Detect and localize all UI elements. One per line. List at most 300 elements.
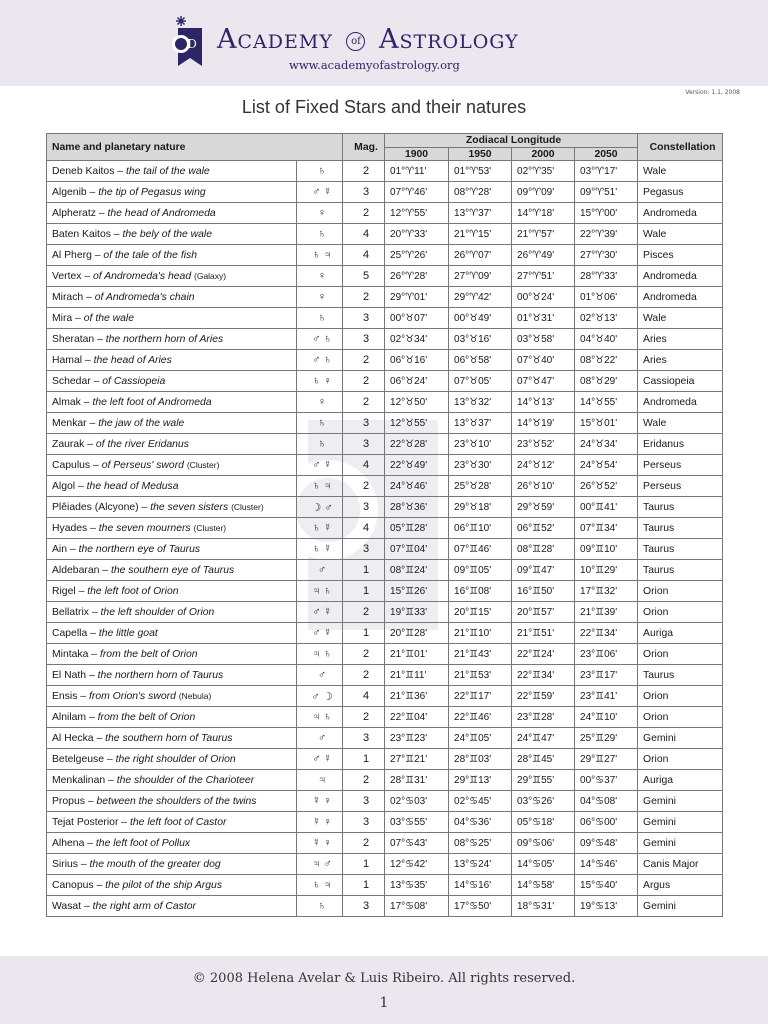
table-row [47,707,723,728]
constellation-value: Andromeda [638,287,723,308]
longitude-1950: 06°♉58' [449,350,512,371]
longitude-1900: 00°♉07' [385,308,449,329]
header-year-2050: 2050 [575,148,638,161]
magnitude-value: 4 [343,224,385,245]
star-name: Al Hecka [52,732,94,744]
star-description: from the belt of Orion [97,711,196,723]
constellation-value: Andromeda [638,392,723,413]
longitude-2000: 08°♊28' [512,539,575,560]
star-description: of Andromeda's chain [94,291,195,303]
longitude-2000: 03°♉58' [512,329,575,350]
star-name-cell: Canopus – the pilot of the ship Argus [47,875,297,896]
longitude-1900: 22°♉28' [385,434,449,455]
star-description: the left foot of Orion [87,585,179,597]
planetary-nature-symbols: ♄ [297,308,343,329]
star-name-cell: Ensis – from Orion's sword (Nebula) [47,686,297,707]
longitude-2000: 23°♉52' [512,434,575,455]
magnitude-value: 5 [343,266,385,287]
star-name: Al Pherg [52,249,92,261]
table-row [47,392,723,413]
longitude-1900: 08°♊24' [385,560,449,581]
longitude-2000: 22°♊24' [512,644,575,665]
star-name-cell: Sirius – the mouth of the greater dog [47,854,297,875]
table-row [47,224,723,245]
star-name: Sirius [52,858,78,870]
magnitude-value: 1 [343,560,385,581]
table-row [47,434,723,455]
star-name: Vertex [52,270,82,282]
star-name: Propus [52,795,85,807]
longitude-1900: 20°♈33' [385,224,449,245]
longitude-2000: 29°♉59' [512,497,575,518]
longitude-1950: 16°♊08' [449,581,512,602]
star-name: Canopus [52,879,94,891]
star-name: Mintaka [52,648,89,660]
planetary-nature-symbols: ♄ [297,161,343,182]
table-row [47,497,723,518]
star-description: the southern horn of Taurus [105,732,233,744]
longitude-2050: 07°♊34' [575,518,638,539]
constellation-value: Auriga [638,623,723,644]
table-row [47,854,723,875]
star-name: Capulus [52,459,91,471]
table-row [47,518,723,539]
longitude-1950: 13°♉37' [449,413,512,434]
longitude-2050: 14°♉55' [575,392,638,413]
constellation-value: Orion [638,644,723,665]
star-note: (Cluster) [193,522,227,533]
longitude-1900: 25°♈26' [385,245,449,266]
star-description: the little goat [98,627,158,639]
planetary-nature-symbols: ♂ [297,665,343,686]
svg-text:D: D [187,37,197,51]
star-name: Bellatrix [52,606,89,618]
constellation-value: Taurus [638,539,723,560]
longitude-1900: 23°♊23' [385,728,449,749]
longitude-2000: 22°♊59' [512,686,575,707]
longitude-2050: 23°♊41' [575,686,638,707]
magnitude-value: 3 [343,329,385,350]
star-name-cell: Sheratan – the northern horn of Aries [47,329,297,350]
longitude-1950: 22°♊17' [449,686,512,707]
star-name: Deneb Kaitos [52,165,115,177]
table-row [47,455,723,476]
magnitude-value: 2 [343,203,385,224]
website-url[interactable]: www.academyofastrology.org [289,58,460,72]
table-row [47,770,723,791]
star-name: Menkalinan [52,774,106,786]
constellation-value: Taurus [638,497,723,518]
longitude-2050: 29°♊27' [575,749,638,770]
longitude-1950: 29°♊13' [449,770,512,791]
magnitude-value: 4 [343,518,385,539]
star-name: Capella [52,627,88,639]
planetary-nature-symbols: ☽ ♂ [297,497,343,518]
star-name-cell: Propus – between the shoulders of the twins [47,791,297,812]
longitude-1900: 21°♊01' [385,644,449,665]
planetary-nature-symbols: ♀ [297,287,343,308]
magnitude-value: 3 [343,791,385,812]
star-name-cell: Schedar – of Cassiopeia [47,371,297,392]
longitude-1950: 21°♊53' [449,665,512,686]
longitude-2050: 17°♊32' [575,581,638,602]
star-name: Mirach [52,291,84,303]
longitude-1950: 08°♋25' [449,833,512,854]
constellation-value: Eridanus [638,434,723,455]
constellation-value: Taurus [638,518,723,539]
star-name-cell: Tejat Posterior – the left foot of Castor [47,812,297,833]
longitude-2000: 07°♉47' [512,371,575,392]
magnitude-value: 1 [343,875,385,896]
star-description: of Andromeda's head [93,270,192,282]
star-name: Hyades [52,522,88,534]
longitude-1900: 29°♈01' [385,287,449,308]
constellation-value: Perseus [638,455,723,476]
longitude-2050: 09°♊10' [575,539,638,560]
longitude-2000: 01°♉31' [512,308,575,329]
longitude-2050: 08°♉22' [575,350,638,371]
star-name-cell: Rigel – the left foot of Orion [47,581,297,602]
magnitude-value: 2 [343,833,385,854]
magnitude-value: 2 [343,476,385,497]
star-description: the head of Aries [93,354,172,366]
planetary-nature-symbols: ♂ ☿ [297,455,343,476]
star-description: the right shoulder of Orion [115,753,236,765]
constellation-value: Wale [638,413,723,434]
star-description: the left foot of Andromeda [92,396,212,408]
longitude-2050: 23°♊06' [575,644,638,665]
star-description: of the tale of the fish [103,249,197,261]
longitude-1950: 01°♈53' [449,161,512,182]
star-name: Aldebaran [52,564,100,576]
header-magnitude: Mag. [343,134,385,161]
table-row [47,875,723,896]
magnitude-value: 1 [343,623,385,644]
star-description: the bely of the wale [122,228,213,240]
longitude-1900: 17°♋08' [385,896,449,917]
longitude-1950: 23°♉30' [449,455,512,476]
longitude-2050: 23°♊17' [575,665,638,686]
table-row [47,686,723,707]
star-description: the head of Medusa [86,480,179,492]
magnitude-value: 2 [343,350,385,371]
footer-band [0,956,768,1024]
star-name-cell: Deneb Kaitos – the tail of the wale [47,161,297,182]
constellation-value: Argus [638,875,723,896]
constellation-value: Orion [638,749,723,770]
star-description: the northern horn of Aries [105,333,224,345]
table-row [47,539,723,560]
longitude-2050: 24°♉54' [575,455,638,476]
longitude-1900: 22°♉49' [385,455,449,476]
star-name-cell: Al Pherg – of the tale of the fish [47,245,297,266]
table-row [47,371,723,392]
constellation-value: Canis Major [638,854,723,875]
longitude-2000: 05°♋18' [512,812,575,833]
longitude-1950: 29°♈42' [449,287,512,308]
longitude-1900: 28°♊31' [385,770,449,791]
star-name-cell: Alnilam – from the belt of Orion [47,707,297,728]
constellation-value: Taurus [638,560,723,581]
longitude-1900: 07°♋43' [385,833,449,854]
planetary-nature-symbols: ♃ ♄ [297,707,343,728]
star-name: Mira [52,312,73,324]
magnitude-value: 1 [343,581,385,602]
star-name-cell: Mintaka – from the belt of Orion [47,644,297,665]
planetary-nature-symbols: ♄ ☿ [297,518,343,539]
magnitude-value: 2 [343,371,385,392]
version-label: Version: 1.1, 2008 [685,89,740,96]
longitude-2000: 26°♈49' [512,245,575,266]
star-name: Plêiades (Alcyone) [52,501,139,513]
star-name-cell: Aldebaran – the southern eye of Taurus [47,560,297,581]
longitude-2050: 00°♊41' [575,497,638,518]
longitude-1900: 24°♉46' [385,476,449,497]
longitude-1900: 06°♉16' [385,350,449,371]
star-name: Rigel [52,585,76,597]
magnitude-value: 1 [343,854,385,875]
longitude-1950: 08°♈28' [449,182,512,203]
longitude-2000: 29°♊55' [512,770,575,791]
longitude-1950: 13°♋24' [449,854,512,875]
constellation-value: Wale [638,308,723,329]
longitude-1950: 09°♊05' [449,560,512,581]
longitude-1900: 12°♉50' [385,392,449,413]
star-description: the left foot of Castor [129,816,227,828]
star-name-cell: Ain – the northern eye of Taurus [47,539,297,560]
star-description: the mouth of the greater dog [89,858,221,870]
star-name: Wasat [52,900,82,912]
table-row [47,476,723,497]
star-name: Alpheratz [52,207,96,219]
planetary-nature-symbols: ♃ ♄ [297,644,343,665]
longitude-2000: 21°♈57' [512,224,575,245]
star-name-cell: Plêiades (Alcyone) – the seven sisters (Cluster) [47,497,297,518]
star-name-cell: Al Hecka – the southern horn of Taurus [47,728,297,749]
longitude-1950: 06°♊10' [449,518,512,539]
longitude-1950: 07°♉05' [449,371,512,392]
longitude-1950: 28°♊03' [449,749,512,770]
magnitude-value: 2 [343,644,385,665]
longitude-2050: 08°♉29' [575,371,638,392]
star-name: Alnilam [52,711,87,723]
longitude-2000: 14°♉13' [512,392,575,413]
planetary-nature-symbols: ♃ ♄ [297,581,343,602]
constellation-value: Gemini [638,896,723,917]
longitude-1950: 29°♉18' [449,497,512,518]
page-number: 1 [379,995,389,1011]
longitude-2000: 03°♋26' [512,791,575,812]
longitude-1900: 28°♉36' [385,497,449,518]
planetary-nature-symbols: ♂ ☿ [297,749,343,770]
header-year-1900: 1900 [385,148,449,161]
star-name: Zaurak [52,438,85,450]
star-name-cell: Hyades – the seven mourners (Cluster) [47,518,297,539]
star-name-cell: Vertex – of Andromeda's head (Galaxy) [47,266,297,287]
longitude-2050: 15°♋40' [575,875,638,896]
longitude-1900: 12°♋42' [385,854,449,875]
longitude-1950: 13°♉32' [449,392,512,413]
longitude-1950: 26°♈07' [449,245,512,266]
longitude-2000: 09°♈09' [512,182,575,203]
longitude-2050: 24°♉34' [575,434,638,455]
star-description: the right arm of Castor [92,900,196,912]
longitude-2000: 14°♈18' [512,203,575,224]
longitude-2000: 18°♋31' [512,896,575,917]
star-name-cell: Zaurak – of the river Eridanus [47,434,297,455]
longitude-1900: 06°♉24' [385,371,449,392]
magnitude-value: 3 [343,539,385,560]
longitude-1950: 17°♋50' [449,896,512,917]
star-name: Tejat Posterior [52,816,119,828]
longitude-2000: 21°♊51' [512,623,575,644]
planetary-nature-symbols: ☿ ♀ [297,791,343,812]
table-row [47,308,723,329]
longitude-2000: 20°♊57' [512,602,575,623]
longitude-2000: 16°♊50' [512,581,575,602]
table-row [47,329,723,350]
constellation-value: Aries [638,329,723,350]
longitude-1900: 15°♊26' [385,581,449,602]
table-row [47,350,723,371]
longitude-2000: 00°♉24' [512,287,575,308]
longitude-2000: 09°♊47' [512,560,575,581]
longitude-2000: 27°♈51' [512,266,575,287]
star-note: (Cluster) [186,459,220,470]
star-name: Menkar [52,417,87,429]
star-description: the head of Andromeda [107,207,216,219]
star-name-cell: Baten Kaitos – the bely of the wale [47,224,297,245]
star-note: (Galaxy) [194,270,227,281]
magnitude-value: 3 [343,413,385,434]
longitude-2000: 14°♉19' [512,413,575,434]
planetary-nature-symbols: ♄ [297,896,343,917]
magnitude-value: 3 [343,728,385,749]
star-name-cell: Almak – the left foot of Andromeda [47,392,297,413]
longitude-2050: 04°♋08' [575,791,638,812]
longitude-1950: 03°♉16' [449,329,512,350]
academy-logo-icon [170,14,206,70]
magnitude-value: 2 [343,665,385,686]
table-row [47,182,723,203]
constellation-value: Orion [638,707,723,728]
constellation-value: Andromeda [638,203,723,224]
magnitude-value: 3 [343,308,385,329]
magnitude-value: 3 [343,896,385,917]
star-name: Ain [52,543,68,555]
header-name: Name and planetary nature [47,134,343,161]
constellation-value: Wale [638,224,723,245]
longitude-2050: 14°♋46' [575,854,638,875]
magnitude-value: 3 [343,812,385,833]
constellation-value: Taurus [638,665,723,686]
header-zodiacal-longitude: Zodiacal Longitude [385,134,638,148]
longitude-1900: 07°♊04' [385,539,449,560]
magnitude-value: 2 [343,287,385,308]
planetary-nature-symbols: ♃ [297,770,343,791]
planetary-nature-symbols: ♀ [297,203,343,224]
magnitude-value: 2 [343,707,385,728]
longitude-2000: 09°♋06' [512,833,575,854]
longitude-1950: 25°♉28' [449,476,512,497]
copyright-notice: © 2008 Helena Avelar & Luis Ribeiro. All rights reserved. [192,971,576,986]
constellation-value: Gemini [638,812,723,833]
constellation-value: Orion [638,602,723,623]
planetary-nature-symbols: ♄ ☿ [297,539,343,560]
table-row [47,203,723,224]
table-row [47,560,723,581]
longitude-2000: 07°♉40' [512,350,575,371]
longitude-2000: 24°♉12' [512,455,575,476]
longitude-1900: 19°♊33' [385,602,449,623]
longitude-2050: 06°♋00' [575,812,638,833]
longitude-1950: 14°♋16' [449,875,512,896]
planetary-nature-symbols: ♂ [297,728,343,749]
constellation-value: Gemini [638,833,723,854]
longitude-1900: 22°♊04' [385,707,449,728]
longitude-2050: 09°♋48' [575,833,638,854]
table-row [47,245,723,266]
star-name: Ensis [52,690,78,702]
constellation-value: Andromeda [638,266,723,287]
planetary-nature-symbols: ♄ ♀ [297,371,343,392]
star-note: (Cluster) [231,501,264,512]
longitude-1950: 21°♊43' [449,644,512,665]
brand-left: Academy [217,24,333,55]
star-description: the left shoulder of Orion [100,606,215,618]
star-name: Algol [52,480,76,492]
magnitude-value: 3 [343,434,385,455]
star-note: (Nebula) [178,690,212,701]
longitude-1950: 04°♋36' [449,812,512,833]
planetary-nature-symbols: ♀ [297,266,343,287]
longitude-2050: 03°♈17' [575,161,638,182]
longitude-2050: 01°♉06' [575,287,638,308]
constellation-value: Auriga [638,770,723,791]
planetary-nature-symbols: ♄ [297,434,343,455]
longitude-2050: 21°♊39' [575,602,638,623]
table-row [47,791,723,812]
longitude-2000: 23°♊28' [512,707,575,728]
longitude-1950: 23°♉10' [449,434,512,455]
longitude-2000: 22°♊34' [512,665,575,686]
longitude-2050: 28°♈33' [575,266,638,287]
magnitude-value: 1 [343,749,385,770]
magnitude-value: 4 [343,686,385,707]
longitude-1900: 27°♊21' [385,749,449,770]
longitude-1900: 12°♉55' [385,413,449,434]
star-description: the tail of the wale [125,165,210,177]
star-name-cell: Algol – the head of Medusa [47,476,297,497]
star-name: Hamal [52,354,83,366]
longitude-2050: 24°♊10' [575,707,638,728]
table-row [47,896,723,917]
brand-name [217,24,519,55]
longitude-2050: 04°♉40' [575,329,638,350]
star-name: Betelgeuse [52,753,104,765]
star-name-cell: Wasat – the right arm of Castor [47,896,297,917]
planetary-nature-symbols: ☿ ♀ [297,812,343,833]
longitude-1950: 07°♊46' [449,539,512,560]
header-year-1950: 1950 [449,148,512,161]
longitude-1950: 20°♊15' [449,602,512,623]
longitude-2050: 09°♈51' [575,182,638,203]
planetary-nature-symbols: ♄ [297,413,343,434]
star-name-cell: Alpheratz – the head of Andromeda [47,203,297,224]
star-description: of Cassiopeia [102,375,166,387]
star-name: Schedar [52,375,91,387]
table-row [47,833,723,854]
